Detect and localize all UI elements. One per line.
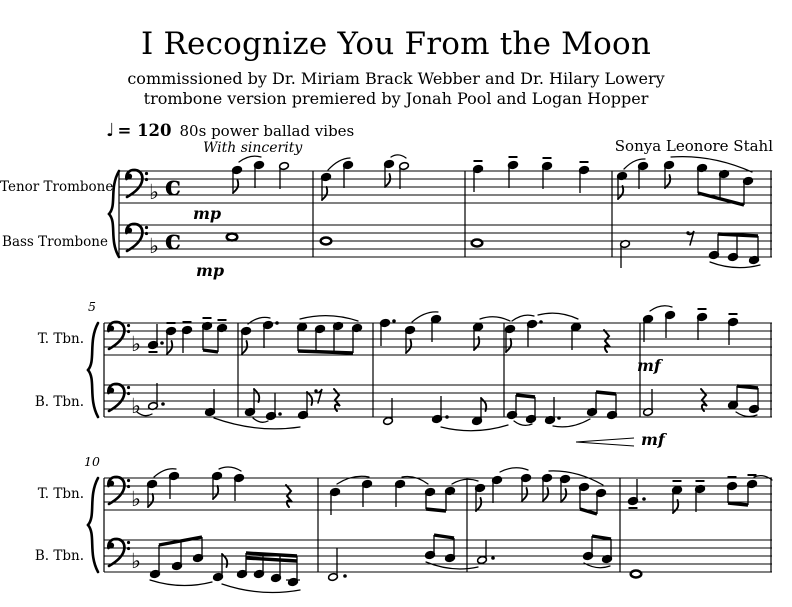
dynamic-mf-tenor: mf — [637, 356, 661, 375]
svg-text:♭: ♭ — [149, 234, 159, 258]
dedication-line-1: commissioned by Dr. Miriam Brack Webber and Dr. Hilary Lowery — [127, 69, 665, 88]
instrument-label-b-tbn-system3: B. Tbn. — [34, 548, 84, 564]
quarter-note-icon: ♩ — [106, 120, 115, 141]
svg-text:c: c — [164, 171, 182, 202]
instrument-label-t-tbn-system2: T. Tbn. — [37, 331, 84, 347]
tempo-style-text: 80s power ballad vibes — [179, 122, 355, 140]
expression-text: With sincerity — [203, 140, 303, 156]
dedication-line-2: trombone version premiered by Jonah Pool and Logan Hopper — [143, 89, 649, 108]
measure-number-5: 5 — [88, 299, 96, 314]
svg-text:c: c — [164, 225, 182, 256]
instrument-label-bass-trombone: Bass Trombone — [2, 234, 108, 250]
page-title: I Recognize You From the Moon — [140, 26, 652, 62]
instrument-label-tenor-trombone: Tenor Trombone — [0, 179, 114, 195]
svg-text:♭: ♭ — [149, 180, 159, 204]
composer-name: Sonya Leonore Stahl — [614, 137, 773, 155]
instrument-label-b-tbn-system2: B. Tbn. — [34, 394, 84, 410]
dynamic-mp-bass: mp — [196, 261, 225, 280]
instrument-label-t-tbn-system3: T. Tbn. — [37, 486, 84, 502]
measure-number-10: 10 — [84, 454, 100, 469]
dynamic-mf-bass: mf — [641, 430, 665, 449]
svg-text:♭: ♭ — [131, 549, 141, 573]
svg-text:♭: ♭ — [131, 487, 141, 511]
svg-text:♭: ♭ — [131, 394, 141, 418]
tempo-bpm: = 120 — [117, 121, 172, 140]
tempo-marking — [106, 120, 354, 141]
svg-text:♭: ♭ — [131, 332, 141, 356]
dynamic-mp-tenor: mp — [193, 204, 222, 223]
